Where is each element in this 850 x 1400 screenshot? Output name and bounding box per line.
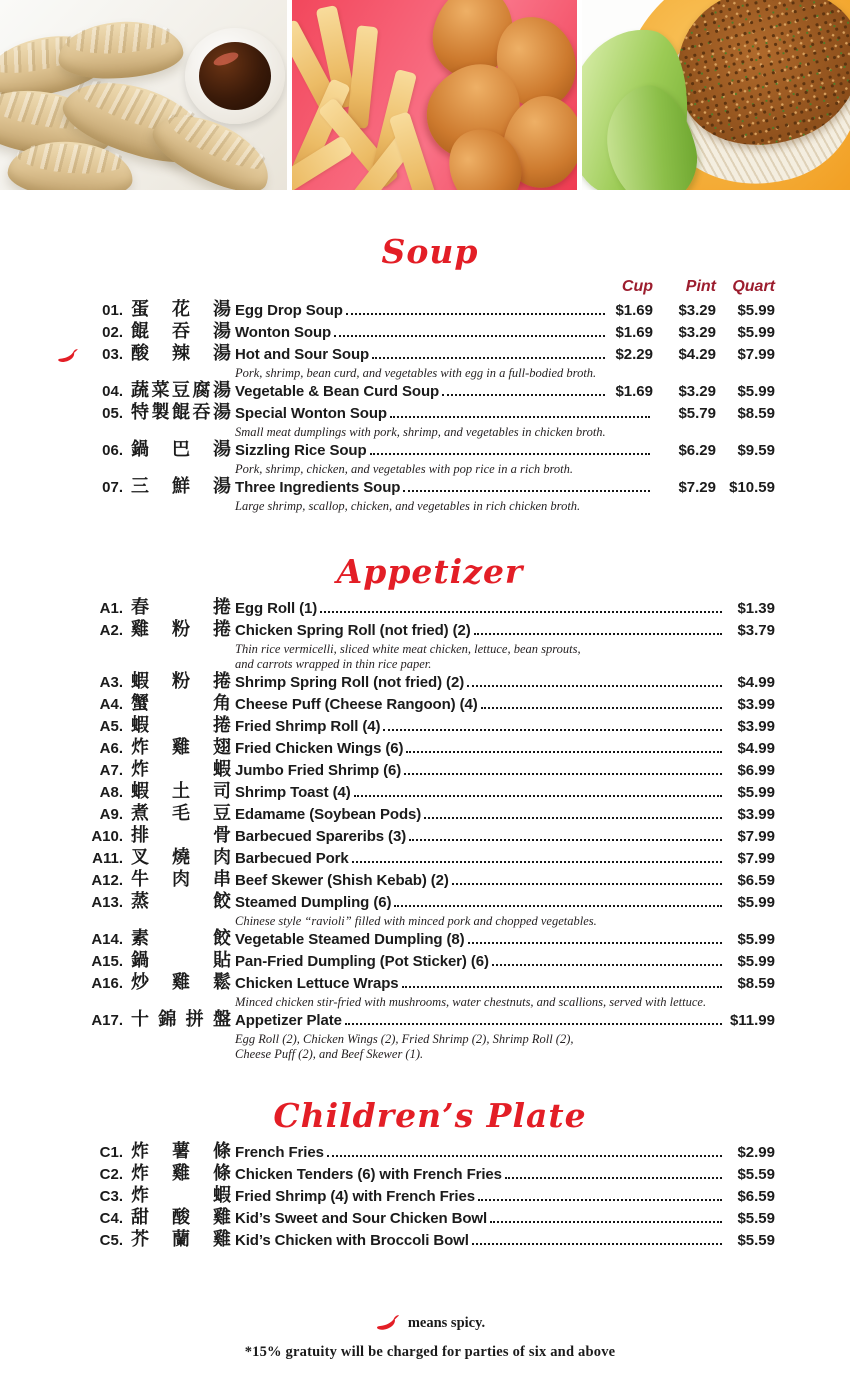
item-price: $5.59 — [737, 1210, 775, 1227]
menu-item-row — [85, 440, 775, 462]
item-price: $4.29 — [678, 346, 716, 363]
item-number: A6. — [99, 740, 123, 757]
soup-items — [85, 300, 775, 514]
item-main — [235, 718, 775, 735]
column-header-quart: Quart — [732, 278, 775, 295]
appetizer-items — [85, 598, 775, 1062]
item-chinese-name: 鍋 貼 — [131, 950, 231, 971]
photo-fries-and-chicken — [292, 0, 577, 190]
menu-item-row — [85, 598, 775, 620]
item-price: $5.99 — [737, 953, 775, 970]
item-chinese-name: 叉 燒 肉 — [131, 847, 231, 868]
menu-item-row — [85, 782, 775, 804]
item-chinese-name: 素 餃 — [131, 928, 231, 949]
item-chinese-name: 蛋 花 湯 — [131, 299, 231, 320]
dot-leader — [390, 412, 650, 418]
item-chinese-name: 蒸 餃 — [131, 891, 231, 912]
menu-item-row — [85, 1208, 775, 1230]
item-chinese-name: 蟹 角 — [131, 693, 231, 714]
item-chinese-name: 牛 肉 串 — [131, 869, 231, 890]
section-childrens-plate — [85, 1098, 775, 1252]
section-title: Appetizer — [336, 552, 524, 591]
item-price: $3.29 — [678, 383, 716, 400]
item-name: Wonton Soup — [235, 324, 332, 341]
item-name: Jumbo Fried Shrimp (6) — [235, 762, 402, 779]
menu-item-row — [85, 973, 775, 995]
price-column-headers — [85, 278, 775, 298]
photo-lettuce-wraps — [582, 0, 850, 190]
menu-item-row — [85, 1164, 775, 1186]
item-main — [235, 479, 775, 496]
dot-leader — [452, 879, 722, 885]
menu-item-row — [85, 300, 775, 322]
dot-leader — [467, 681, 722, 687]
item-name: Fried Shrimp (4) with French Fries — [235, 1188, 475, 1205]
section-soup — [85, 234, 775, 514]
item-price: $4.99 — [737, 674, 775, 691]
item-name: Beef Skewer (Shish Kebab) (2) — [235, 872, 449, 889]
item-main — [235, 1232, 775, 1249]
menu-item-row — [85, 344, 775, 366]
item-chinese-name: 十 錦 拼 盤 — [131, 1009, 231, 1030]
item-number: C4. — [99, 1210, 123, 1227]
dot-leader — [492, 960, 722, 966]
item-description: Chinese style “ravioli” filled with minced pork and chopped vegetables. — [235, 914, 597, 928]
item-number: 01. — [102, 302, 123, 319]
item-name: Special Wonton Soup — [235, 405, 387, 422]
item-description: Thin rice vermicelli, sliced white meat chicken, lettuce, bean sprouts, and carrots wrapped in thin rice paper. — [235, 642, 581, 671]
spicy-note-text: means spicy. — [407, 1314, 486, 1331]
item-chinese-name: 餛 吞 湯 — [131, 321, 231, 342]
menu-item-row — [85, 694, 775, 716]
item-main — [235, 302, 775, 319]
menu-item-row — [85, 1142, 775, 1164]
item-description: Minced chicken stir-fried with mushrooms, water chestnuts, and scallions, served with lettuce. — [235, 995, 707, 1009]
item-price: $7.99 — [737, 828, 775, 845]
item-number: A7. — [99, 762, 123, 779]
item-name: Chicken Tenders (6) with French Fries — [235, 1166, 502, 1183]
item-number: 06. — [102, 442, 123, 459]
menu-item-row — [85, 848, 775, 870]
section-title: Children’s Plate — [273, 1096, 587, 1135]
item-chinese-name: 芥 蘭 雞 — [131, 1229, 231, 1250]
item-price: $5.59 — [737, 1166, 775, 1183]
menu-item-row — [85, 1230, 775, 1252]
dot-leader — [472, 1239, 722, 1245]
item-main — [235, 696, 775, 713]
dot-leader — [474, 629, 722, 635]
item-price: $1.39 — [737, 600, 775, 617]
item-price: $2.29 — [615, 346, 653, 363]
item-name: Egg Drop Soup — [235, 302, 343, 319]
dot-leader — [346, 309, 605, 315]
item-name: Three Ingredients Soup — [235, 479, 401, 496]
menu-item-row — [85, 1010, 775, 1032]
item-price: $1.69 — [615, 324, 653, 341]
item-name: Egg Roll (1) — [235, 600, 318, 617]
item-price: $7.29 — [678, 479, 716, 496]
item-number: C2. — [99, 1166, 123, 1183]
dot-leader — [394, 901, 722, 907]
item-price: $10.59 — [729, 479, 775, 496]
dot-leader — [505, 1173, 722, 1179]
dot-leader — [383, 725, 722, 731]
item-number: A15. — [91, 953, 123, 970]
photo-dumplings — [0, 0, 287, 190]
dot-leader — [478, 1195, 722, 1201]
dot-leader — [352, 857, 722, 863]
spicy-chili-icon — [375, 1314, 401, 1332]
spicy-chili-icon — [57, 348, 79, 364]
item-chinese-name: 蝦 粉 捲 — [131, 671, 231, 692]
item-number: A5. — [99, 718, 123, 735]
item-name: Edamame (Soybean Pods) — [235, 806, 422, 823]
item-main — [235, 324, 775, 341]
column-header-cup: Cup — [621, 278, 653, 295]
item-price: $8.59 — [737, 975, 775, 992]
item-description: Egg Roll (2), Chicken Wings (2), Fried Shrimp (2), Shrimp Roll (2), Cheese Puff (2), and Beef Skewer (1). — [235, 1032, 574, 1061]
dot-leader — [468, 938, 722, 944]
dot-leader — [320, 607, 722, 613]
menu-item-row — [85, 322, 775, 344]
item-main — [235, 346, 775, 363]
item-price: $7.99 — [737, 346, 775, 363]
item-price: $5.99 — [737, 324, 775, 341]
item-number: 03. — [102, 346, 123, 363]
dot-leader — [334, 331, 605, 337]
item-price: $3.29 — [678, 302, 716, 319]
item-name: Shrimp Toast (4) — [235, 784, 351, 801]
menu-item-row — [85, 403, 775, 425]
item-main — [235, 762, 775, 779]
item-chinese-name: 春 捲 — [131, 597, 231, 618]
dot-leader — [402, 982, 722, 988]
item-price: $3.99 — [737, 718, 775, 735]
item-price: $6.59 — [737, 1188, 775, 1205]
dot-leader — [481, 703, 722, 709]
dot-leader — [490, 1217, 722, 1223]
item-name: Vegetable Steamed Dumpling (8) — [235, 931, 465, 948]
item-chinese-name: 炸 雞 條 — [131, 1163, 231, 1184]
item-price: $5.59 — [737, 1232, 775, 1249]
item-number: A12. — [91, 872, 123, 889]
item-name: Chicken Spring Roll (not fried) (2) — [235, 622, 471, 639]
dot-leader — [403, 486, 650, 492]
photo-banner — [0, 0, 850, 190]
item-main — [235, 442, 775, 459]
item-chinese-name: 排 骨 — [131, 825, 231, 846]
item-price: $3.99 — [737, 696, 775, 713]
item-chinese-name: 酸 辣 湯 — [131, 343, 231, 364]
item-number: A13. — [91, 894, 123, 911]
item-chinese-name: 三 鮮 湯 — [131, 476, 231, 497]
item-main — [235, 383, 775, 400]
item-price: $4.99 — [737, 740, 775, 757]
item-price: $3.29 — [678, 324, 716, 341]
item-name: Chicken Lettuce Wraps — [235, 975, 399, 992]
item-chinese-name: 甜 酸 雞 — [131, 1207, 231, 1228]
item-name: Barbecued Spareribs (3) — [235, 828, 407, 845]
item-chinese-name: 蝦 捲 — [131, 715, 231, 736]
dot-leader — [406, 747, 722, 753]
item-number: A16. — [91, 975, 123, 992]
item-number: 02. — [102, 324, 123, 341]
item-main — [235, 405, 775, 422]
menu-item-row — [85, 804, 775, 826]
menu-item-row — [85, 672, 775, 694]
item-chinese-name: 炸 蝦 — [131, 1185, 231, 1206]
menu-content — [85, 234, 775, 1361]
gratuity-note: *15% gratuity will be charged for parties of six and above — [244, 1344, 616, 1360]
item-price: $2.99 — [737, 1144, 775, 1161]
item-main — [235, 784, 775, 801]
item-number: A10. — [91, 828, 123, 845]
item-price: $5.99 — [737, 931, 775, 948]
item-main — [235, 931, 775, 948]
item-chinese-name: 炸 蝦 — [131, 759, 231, 780]
item-name: Kid’s Sweet and Sour Chicken Bowl — [235, 1210, 488, 1227]
item-description: Large shrimp, scallop, chicken, and vegetables in rich chicken broth. — [235, 499, 581, 513]
item-main — [235, 1188, 775, 1205]
item-description: Pork, shrimp, chicken, and vegetables with pop rice in a rich broth. — [235, 462, 574, 476]
item-name: Shrimp Spring Roll (not fried) (2) — [235, 674, 465, 691]
menu-item-row — [85, 381, 775, 403]
section-appetizer — [85, 554, 775, 1062]
item-number: A4. — [99, 696, 123, 713]
item-name: Sizzling Rice Soup — [235, 442, 367, 459]
item-number: A14. — [91, 931, 123, 948]
item-price: $5.99 — [737, 383, 775, 400]
item-name: Appetizer Plate — [235, 1012, 342, 1029]
item-name: Fried Shrimp Roll (4) — [235, 718, 381, 735]
item-price: $7.99 — [737, 850, 775, 867]
item-chinese-name: 鍋 巴 湯 — [131, 439, 231, 460]
item-description: Small meat dumplings with pork, shrimp, and vegetables in chicken broth. — [235, 425, 606, 439]
item-number: C5. — [99, 1232, 123, 1249]
menu-item-row — [85, 477, 775, 499]
section-title: Soup — [381, 232, 479, 271]
item-number: 05. — [102, 405, 123, 422]
item-main — [235, 1144, 775, 1161]
item-main — [235, 828, 775, 845]
item-price: $6.29 — [678, 442, 716, 459]
column-header-pint: Pint — [685, 278, 716, 295]
item-chinese-name: 煮 毛 豆 — [131, 803, 231, 824]
item-price: $1.69 — [615, 383, 653, 400]
childrens-plate-items — [85, 1142, 775, 1252]
item-name: Barbecued Pork — [235, 850, 349, 867]
item-price: $5.99 — [737, 302, 775, 319]
menu-footer — [85, 1314, 775, 1361]
item-number: A11. — [92, 850, 123, 867]
menu-item-row — [85, 870, 775, 892]
item-main — [235, 622, 775, 639]
dot-leader — [424, 813, 722, 819]
item-number: 04. — [102, 383, 123, 400]
item-price: $1.69 — [615, 302, 653, 319]
item-price: $9.59 — [737, 442, 775, 459]
item-name: Cheese Puff (Cheese Rangoon) (4) — [235, 696, 478, 713]
menu-item-row — [85, 951, 775, 973]
item-main — [235, 1210, 775, 1227]
item-name: Pan-Fried Dumpling (Pot Sticker) (6) — [235, 953, 489, 970]
item-chinese-name: 雞 粉 捲 — [131, 619, 231, 640]
item-chinese-name: 蔬 菜 豆 腐 湯 — [131, 380, 231, 401]
item-main — [235, 953, 775, 970]
item-number: A8. — [99, 784, 123, 801]
item-main — [235, 872, 775, 889]
soy-sauce — [199, 42, 271, 110]
item-number: A9. — [99, 806, 123, 823]
item-main — [235, 975, 775, 992]
item-price: $5.99 — [737, 784, 775, 801]
menu-item-row — [85, 1186, 775, 1208]
dot-leader — [370, 449, 650, 455]
item-main — [235, 600, 775, 617]
item-name: French Fries — [235, 1144, 324, 1161]
menu-item-row — [85, 738, 775, 760]
dot-leader — [345, 1019, 722, 1025]
dot-leader — [327, 1151, 722, 1157]
item-main — [235, 674, 775, 691]
item-number: A2. — [99, 622, 123, 639]
item-chinese-name: 特 製 餛 吞 湯 — [131, 402, 231, 423]
item-chinese-name: 炸 雞 翅 — [131, 737, 231, 758]
dot-leader — [372, 353, 605, 359]
menu-item-row — [85, 760, 775, 782]
item-price: $5.79 — [678, 405, 716, 422]
item-chinese-name: 炒 雞 鬆 — [131, 972, 231, 993]
item-price: $11.99 — [729, 1012, 775, 1029]
dot-leader — [404, 769, 722, 775]
item-main — [235, 740, 775, 757]
item-price: $8.59 — [737, 405, 775, 422]
dot-leader — [354, 791, 722, 797]
spicy-legend — [375, 1314, 485, 1332]
item-price: $6.59 — [737, 872, 775, 889]
item-price: $3.99 — [737, 806, 775, 823]
item-price: $3.79 — [737, 622, 775, 639]
item-number: A3. — [99, 674, 123, 691]
item-number: A1. — [99, 600, 123, 617]
menu-item-row — [85, 620, 775, 642]
item-chinese-name: 蝦 土 司 — [131, 781, 231, 802]
item-main — [235, 1166, 775, 1183]
item-price: $5.99 — [737, 894, 775, 911]
item-name: Fried Chicken Wings (6) — [235, 740, 404, 757]
dot-leader — [409, 835, 722, 841]
item-main — [235, 850, 775, 867]
dot-leader — [442, 390, 605, 396]
item-name: Steamed Dumpling (6) — [235, 894, 392, 911]
item-number: C1. — [99, 1144, 123, 1161]
item-main — [235, 894, 775, 911]
item-name: Kid’s Chicken with Broccoli Bowl — [235, 1232, 469, 1249]
menu-item-row — [85, 929, 775, 951]
item-number: A17. — [91, 1012, 123, 1029]
item-name: Hot and Sour Soup — [235, 346, 370, 363]
item-main — [235, 806, 775, 823]
item-number: C3. — [99, 1188, 123, 1205]
item-chinese-name: 炸 薯 條 — [131, 1141, 231, 1162]
item-main — [235, 1012, 775, 1029]
menu-item-row — [85, 716, 775, 738]
item-price: $6.99 — [737, 762, 775, 779]
item-number: 07. — [102, 479, 123, 496]
item-description: Pork, shrimp, bean curd, and vegetables with egg in a full-bodied broth. — [235, 366, 597, 380]
menu-item-row — [85, 892, 775, 914]
item-name: Vegetable & Bean Curd Soup — [235, 383, 440, 400]
menu-item-row — [85, 826, 775, 848]
